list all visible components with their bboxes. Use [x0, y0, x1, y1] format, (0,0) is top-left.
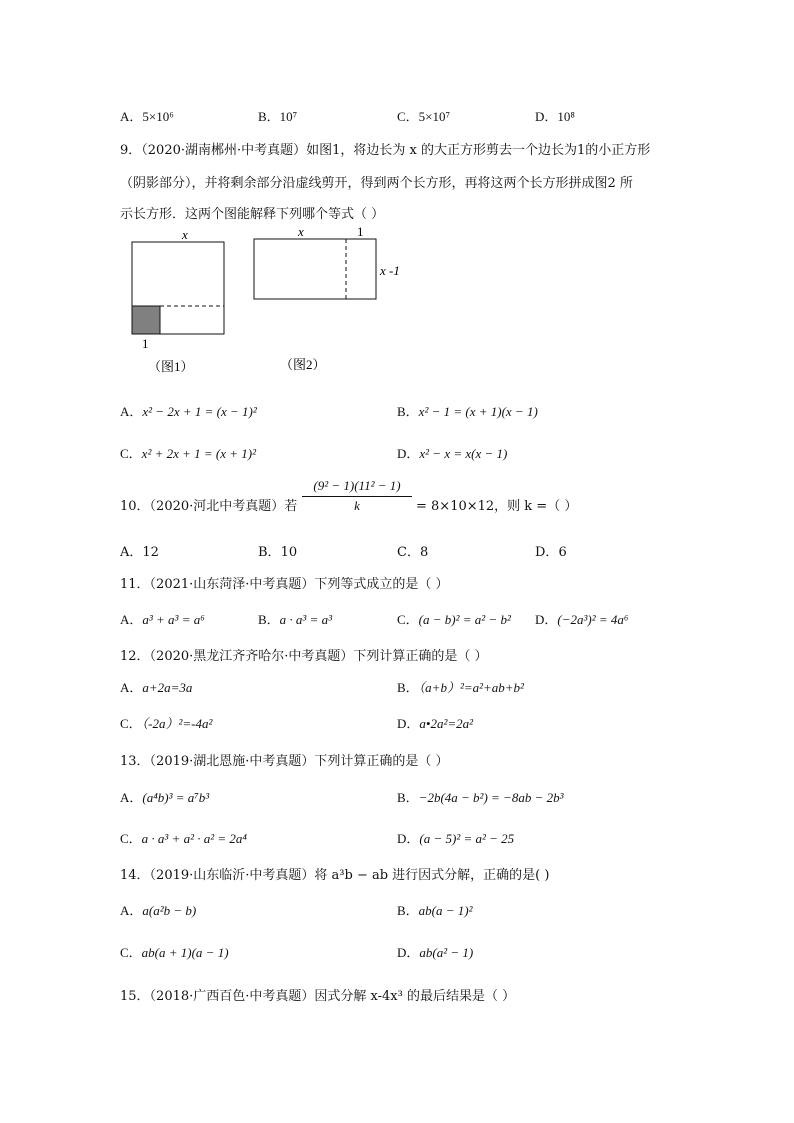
q10-option-a[interactable]: A．12 [120, 545, 159, 560]
q8-option-d[interactable]: D．10⁸ [535, 109, 575, 124]
q13-option-a[interactable]: A．(a⁴b)³ = a⁷b³ [120, 790, 210, 805]
q14-option-c[interactable]: C．ab(a + 1)(a − 1) [120, 945, 229, 960]
q12-option-b[interactable]: B．（a+b）²=a²+ab+b² [397, 680, 524, 695]
q9-option-b[interactable]: B．x² − 1 = (x + 1)(x − 1) [397, 404, 538, 419]
q11-stem: 11．（2021·山东菏泽·中考真题）下列等式成立的是（ ） [120, 577, 449, 592]
q10-stem-suffix: = 8×10×12，则 k =（ ） [416, 499, 578, 514]
long-rectangle [254, 239, 376, 299]
q12-option-c[interactable]: C．（-2a）²=-4a² [120, 716, 213, 731]
q14-option-a[interactable]: A．a(a²b − b) [120, 903, 197, 918]
q12-option-a[interactable]: A．a+2a=3a [120, 680, 193, 695]
figure-1 [132, 227, 224, 374]
q11-option-a[interactable]: A．a³ + a³ = a⁶ [120, 612, 205, 627]
q13-option-d[interactable]: D．(a − 5)² = a² − 25 [397, 831, 515, 846]
q10-option-b[interactable]: B．10 [258, 545, 298, 560]
shaded-small-square [132, 306, 160, 334]
q13-option-c[interactable]: C．a · a³ + a² · a² = 2a⁴ [120, 831, 247, 846]
q15-stem: 15．（2018·广西百色·中考真题）因式分解 x-4x³ 的最后结果是（ ） [120, 989, 516, 1004]
q10-numerator: (9² − 1)(11² − 1) [302, 478, 412, 497]
q8-option-c[interactable]: C．5×10⁷ [397, 109, 451, 124]
q9-option-d[interactable]: D．x² − x = x(x − 1) [397, 446, 508, 461]
q10-option-c[interactable]: C．8 [397, 545, 429, 560]
q10-option-d[interactable]: D．6 [535, 545, 567, 560]
q9-stem-line3: 示长方形．这两个图能解释下列哪个等式（ ） [120, 207, 385, 222]
q14-option-b[interactable]: B．ab(a − 1)² [397, 903, 473, 918]
fig1-bottom-label: 1 [142, 336, 149, 351]
q10-denominator: k [354, 498, 360, 513]
q9-stem-line2: （阴影部分），并将剩余部分沿虚线剪开，得到两个长方形，再将这两个长方形拼成图2 所 [120, 176, 633, 191]
q13-stem: 13．（2019·湖北恩施·中考真题）下列计算正确的是（ ） [120, 754, 449, 769]
q9-option-c[interactable]: C．x² + 2x + 1 = (x + 1)² [120, 446, 257, 461]
q14-stem: 14．（2019·山东临沂·中考真题）将 a³b − ab 进行因式分解，正确的是( ) [120, 868, 550, 883]
fig2-top-label-x: x [298, 224, 304, 239]
fig2-caption: （图2） [280, 357, 326, 372]
q12-stem: 12．（2020·黑龙江齐齐哈尔·中考真题）下列计算正确的是（ ） [120, 649, 488, 664]
q10-stem-prefix: 10．（2020·河北中考真题）若 [120, 499, 298, 514]
q13-option-b[interactable]: B．−2b(4a − b²) = −8ab − 2b³ [397, 790, 564, 805]
q9-option-a[interactable]: A．x² − 2x + 1 = (x − 1)² [120, 404, 257, 419]
q12-option-d[interactable]: D．a•2a²=2a² [397, 716, 474, 731]
figure-2 [254, 224, 400, 372]
q11-option-d[interactable]: D．(−2a³)² = 4a⁶ [535, 612, 629, 627]
q11-option-b[interactable]: B．a · a³ = a³ [258, 612, 332, 627]
q8-option-b[interactable]: B．10⁷ [258, 109, 298, 124]
q9-figures [120, 222, 410, 382]
fig2-top-label-1: 1 [357, 224, 364, 239]
fig2-side-label: x -1 [380, 263, 400, 278]
fig1-caption: （图1） [148, 359, 194, 374]
q14-option-d[interactable]: D．ab(a² − 1) [397, 945, 474, 960]
q8-option-a[interactable]: A．5×10⁶ [120, 109, 174, 124]
q11-option-c[interactable]: C．(a − b)² = a² − b² [397, 612, 511, 627]
q10-fraction [302, 478, 412, 514]
q9-stem-line1: 9．（2020·湖南郴州·中考真题）如图1，将边长为 x 的大正方形剪去一个边长为1的小正方形 [120, 143, 651, 158]
fig1-top-label: x [182, 227, 188, 242]
